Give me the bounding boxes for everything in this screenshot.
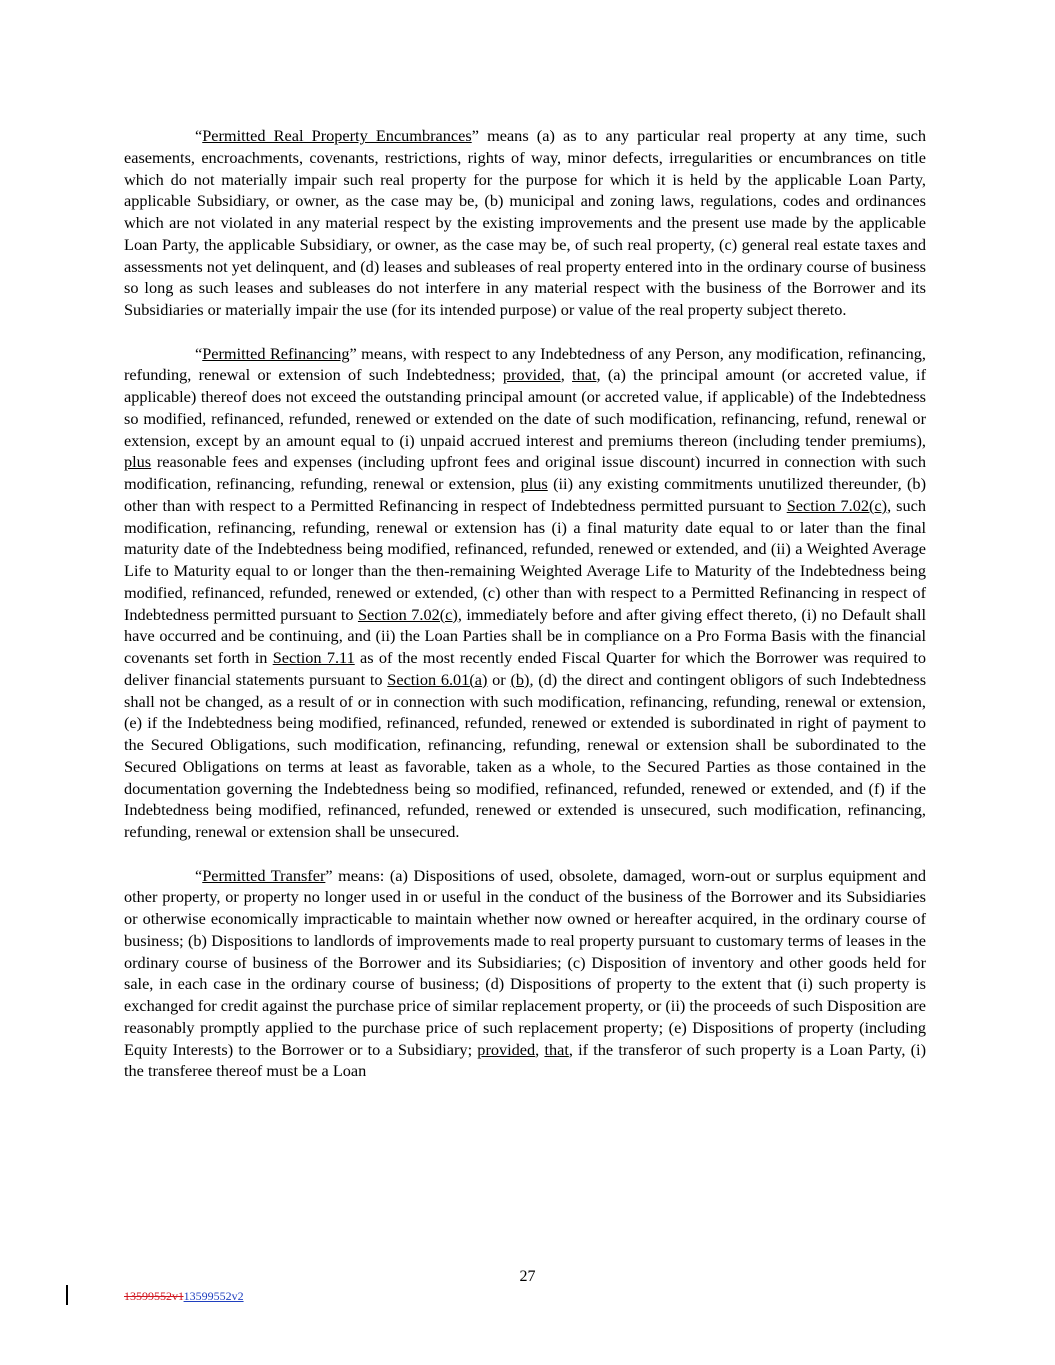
- definition-permitted-transfer: [124, 865, 926, 1083]
- plus-emphasis: plus: [124, 452, 152, 472]
- definition-text: , such modification, refinancing, refunding, renewal or extension has (i) a final maturity date equal to or later than the final maturity date of the Indebtedness being modified, refinanced, refunded, renewed or extended, and (ii) a Weighted Average Life to Maturity equal to or longer than the then-remaining Weighted Average Life to Maturity of the Indebtedness being modified, refinanced, refunded, renewed or extended, (c) other than with respect to a Permitted Refinancing in respect of Indebtedness permitted pursuant to: [124, 495, 927, 624]
- definition-text: , immediately before and after giving effect thereto, (i) no Default shall have occurred and be continuing, and (ii) the Loan Parties shall be in compliance on a Pro Forma Basis with the financial covenants set forth in: [124, 604, 927, 667]
- definition-text: ” means, with respect to any Indebtedness of any Person, any modification, refinancing, refunding, renewal or extension of such Indebtedness;: [124, 343, 927, 385]
- open-quote: “: [195, 126, 203, 145]
- section-reference: Section 7.11: [272, 648, 355, 667]
- defined-term: Permitted Transfer: [202, 865, 326, 885]
- open-quote: “: [195, 343, 203, 363]
- plus-emphasis: plus: [520, 474, 548, 493]
- section-reference: Section 7.02(c): [786, 495, 888, 515]
- defined-term: Permitted Refinancing: [202, 343, 350, 363]
- section-reference: Section 7.02(c): [357, 604, 458, 624]
- provided-emphasis: provided: [502, 365, 561, 385]
- revision-change-bar: [66, 1285, 68, 1305]
- open-quote: “: [195, 865, 203, 885]
- definition-text: ” means: (a) Dispositions of used, obsolete, damaged, worn-out or surplus equipment and other property, or property no longer used in or useful in the conduct of the business of the Borrower and its Subsidiaries or otherwise economically impracticable to maintain whether now owned or hereafter acquired, in the ordinary course of business; (b) Dispositions to landlords of improvements made to real property pursuant to customary terms of leases in the ordinary course of business of the Borrower and its Subsidiaries; (c) Disposition of inventory and other goods held for sale, in each case in the ordinary course of business; (d) Dispositions of property to the extent that (i) such property is exchanged for credit against the purchase price of similar replacement property, or (ii) the proceeds of such Disposition are reasonably promptly applied to the purchase price of such replacement property; (e) Dispositions of property (including Equity Interests) to the Borrower or to a Subsidiary;: [124, 865, 927, 1059]
- definition-permitted-real-property-encumbrances: [124, 125, 926, 321]
- page-number: 27: [519, 1268, 536, 1285]
- definition-text: reasonable fees and expenses (including upfront fees and original issue discount) incurred in connection with such modification, refinancing, refunding, renewal or extension,: [124, 452, 926, 493]
- separator: ,: [535, 1039, 545, 1059]
- definition-text: as of the most recently ended Fiscal Quarter for which the Borrower was required to deliver financial statements pursuant to: [124, 648, 927, 689]
- definition-text: , (a) the principal amount (or accreted value, if applicable) thereof does not exceed the outstanding principal amount (or accreted value, if applicable) of the Indebtedness so modified, refinanced, refunded, renewed or extended on the date of such modification, refinancing, refund, renewal or extension, except by an amount equal to (i) unpaid accrued interest and premiums thereon (including tender premiums),: [124, 365, 926, 450]
- defined-term: Permitted Real Property Encumbrances: [202, 126, 472, 145]
- definition-permitted-refinancing: [124, 343, 926, 843]
- definition-text: or: [487, 669, 511, 689]
- section-reference: (b): [510, 669, 530, 689]
- section-reference: Section 6.01(a): [387, 669, 488, 689]
- provided-emphasis: provided: [477, 1039, 536, 1059]
- that-emphasis: that: [544, 1039, 569, 1059]
- document-body: [124, 125, 926, 1104]
- definition-text: , if the transferor of such property is a Loan Party, (i) the transferee thereof must be a Loan: [124, 1039, 927, 1081]
- definition-text: ” means (a) as to any particular real property at any time, such easements, encroachments, covenants, restrictions, rights of way, minor defects, irregularities or encumbrances on title which do not materially impair such real property for the purpose for which it is held by the applicable Loan Party, applicable Subsidiary, or owner, as the case may be, (b) municipal and zoning laws, regulations, codes and ordinances which are not violated in any material respect by the existing improvements and the present use made by the applicable Loan Party, the applicable Subsidiary, or owner, as the case may be, of such real property, (c) general real estate taxes and assessments not yet delinquent, and (d) leases and subleases of real property entered into in the ordinary course of business so long as such leases and subleases do not interfere in any material respect with the business of the Borrower and its Subsidiaries or materially impair the use (for its intended purpose) or value of the real property subject thereto.: [124, 126, 926, 319]
- document-id: [124, 1289, 244, 1303]
- that-emphasis: that: [572, 365, 597, 385]
- document-id-deleted: 13599552v1: [124, 1289, 184, 1303]
- definition-text: (ii) any existing commitments unutilized thereunder, (b) other than with respect to a Permitted Refinancing in respect of Indebtedness permitted pursuant to: [124, 474, 926, 515]
- definition-text: , (d) the direct and contingent obligors of such Indebtedness shall not be changed, as a result of or in connection with such modification, refinancing, refunding, renewal or extension, (e) if the Indebtedness being modified, refinanced, refunded, renewed or extended is subordinated in right of payment to the Secured Obligations, such modification, refinancing, refunding, renewal or extension shall be subordinated to the Secured Obligations on terms at least as favorable, taken as a whole, to the Secured Parties as those contained in the documentation governing the Indebtedness being so modified, refinanced, refunded, renewed or extended, and (f) if the Indebtedness being modified, refinanced, refunded, renewed or extended is unsecured, such modification, refinancing, refunding, renewal or extension shall be unsecured.: [124, 669, 927, 841]
- document-id-inserted: 13599552v2: [183, 1289, 244, 1303]
- separator: ,: [560, 365, 573, 385]
